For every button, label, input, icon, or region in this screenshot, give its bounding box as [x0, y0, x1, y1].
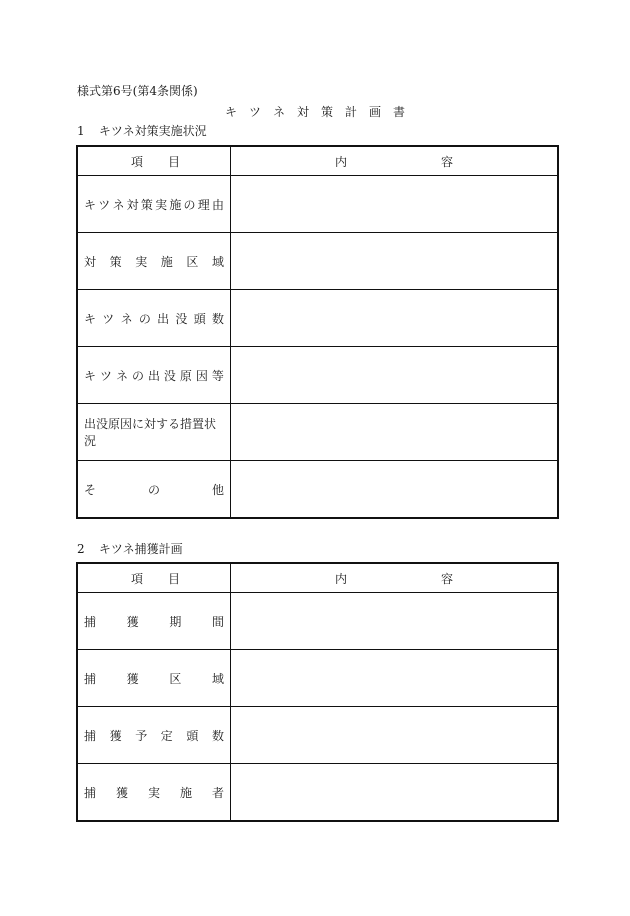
row-label: [78, 784, 230, 801]
label-char: 域: [211, 671, 224, 686]
table-row: [77, 233, 558, 290]
row-label: [78, 481, 230, 498]
row-value-cell[interactable]: [231, 707, 559, 764]
label-char: 他: [211, 482, 224, 497]
row-label-cell: [77, 707, 231, 764]
label-char: 区: [186, 254, 199, 269]
row-label: 出没原因に対する措置状況: [84, 417, 217, 448]
section1-title: キツネ対策実施状況: [98, 124, 207, 138]
label-char: 区: [169, 671, 182, 686]
label-char: 目: [167, 571, 180, 586]
label-char: 実: [155, 197, 168, 212]
row-label: [78, 196, 230, 213]
header-item-label: [78, 570, 230, 587]
label-char: 内: [335, 154, 348, 169]
label-char: 捕: [84, 785, 97, 800]
row-label-cell: [77, 290, 231, 347]
row-label: [78, 367, 230, 384]
label-char: 数: [211, 728, 224, 743]
table-row: [77, 764, 558, 822]
row-label-cell: [77, 461, 231, 519]
header-content-cell: [231, 146, 559, 176]
label-char: 等: [211, 368, 224, 383]
label-char: そ: [84, 482, 97, 497]
table-row: [77, 461, 558, 519]
label-char: 容: [440, 571, 453, 586]
row-label-cell: [77, 764, 231, 822]
label-char: の: [131, 368, 144, 383]
label-char: 対: [126, 197, 139, 212]
table-row: [77, 593, 558, 650]
row-label: [78, 253, 230, 270]
label-char: 策: [140, 197, 153, 212]
table-header-row: [77, 563, 558, 593]
label-char: の: [147, 482, 160, 497]
section2-heading: [77, 540, 183, 557]
label-char: 出: [157, 311, 170, 326]
table-row: [77, 176, 558, 233]
label-char: 期: [169, 614, 182, 629]
table-row: [77, 707, 558, 764]
label-char: 項: [131, 571, 144, 586]
label-char: ネ: [112, 197, 125, 212]
label-char: ネ: [115, 368, 128, 383]
header-content-label: [231, 570, 557, 587]
document-title: キ ツ ネ 対 策 計 画 書: [224, 105, 405, 119]
row-value-cell[interactable]: [231, 233, 559, 290]
label-char: 目: [167, 154, 180, 169]
label-char: 項: [131, 154, 144, 169]
row-label: [78, 310, 230, 327]
label-char: 頭: [193, 311, 206, 326]
label-char: 捕: [84, 728, 97, 743]
label-char: 頭: [186, 728, 199, 743]
label-char: 獲: [115, 785, 128, 800]
header-content-label: [231, 153, 557, 170]
section2-number: 2: [77, 542, 85, 556]
label-char: 獲: [126, 671, 139, 686]
row-value-cell[interactable]: [231, 650, 559, 707]
row-value-cell[interactable]: [231, 404, 559, 461]
label-char: 捕: [84, 671, 97, 686]
label-char: 域: [211, 254, 224, 269]
label-char: 施: [160, 254, 173, 269]
label-char: の: [183, 197, 196, 212]
label-char: 没: [175, 311, 188, 326]
label-char: 理: [197, 197, 210, 212]
table-row: [77, 404, 558, 461]
label-char: 因: [195, 368, 208, 383]
row-label-cell: [77, 347, 231, 404]
form-number: 様式第6号(第4条関係): [77, 84, 198, 98]
label-char: キ: [84, 197, 97, 212]
section2-table: [76, 562, 559, 822]
label-char: 施: [179, 785, 192, 800]
label-char: 実: [147, 785, 160, 800]
label-char: ネ: [120, 311, 133, 326]
section1-heading: [77, 122, 207, 139]
section2-title: キツネ捕獲計画: [98, 542, 183, 556]
label-char: ツ: [99, 368, 112, 383]
label-char: 施: [169, 197, 182, 212]
header-item-cell: [77, 563, 231, 593]
label-char: 実: [135, 254, 148, 269]
label-char: の: [138, 311, 151, 326]
label-char: キ: [84, 368, 97, 383]
table-header-row: [77, 146, 558, 176]
label-char: 間: [211, 614, 224, 629]
table-row: [77, 650, 558, 707]
label-char: キ: [84, 311, 97, 326]
row-label: [78, 727, 230, 744]
row-label: [78, 670, 230, 687]
label-char: ツ: [98, 197, 111, 212]
label-char: 獲: [109, 728, 122, 743]
row-label: [78, 613, 230, 630]
header-item-cell: [77, 146, 231, 176]
header-content-cell: [231, 563, 559, 593]
label-char: 捕: [84, 614, 97, 629]
section1-number: 1: [77, 124, 85, 138]
row-value-cell[interactable]: [231, 176, 559, 233]
table-row: [77, 347, 558, 404]
label-char: 内: [335, 571, 348, 586]
label-char: 策: [109, 254, 122, 269]
row-label-cell: [77, 233, 231, 290]
label-char: 没: [163, 368, 176, 383]
label-char: 予: [135, 728, 148, 743]
label-char: ツ: [102, 311, 115, 326]
row-value-cell[interactable]: [231, 593, 559, 650]
row-label-cell: [77, 593, 231, 650]
section1-table: [76, 145, 559, 519]
row-label-cell: [77, 404, 231, 461]
row-value-cell[interactable]: [231, 347, 559, 404]
label-char: 出: [147, 368, 160, 383]
row-value-cell[interactable]: [231, 290, 559, 347]
label-char: 者: [211, 785, 224, 800]
table-row: [77, 290, 558, 347]
label-char: 原: [179, 368, 192, 383]
label-char: 定: [160, 728, 173, 743]
header-item-label: [78, 153, 230, 170]
label-char: 容: [440, 154, 453, 169]
row-value-cell[interactable]: [231, 461, 559, 519]
label-char: 獲: [126, 614, 139, 629]
label-char: 数: [211, 311, 224, 326]
label-char: 由: [211, 197, 224, 212]
row-label-cell: [77, 176, 231, 233]
row-label-cell: [77, 650, 231, 707]
row-value-cell[interactable]: [231, 764, 559, 822]
label-char: 対: [84, 254, 97, 269]
